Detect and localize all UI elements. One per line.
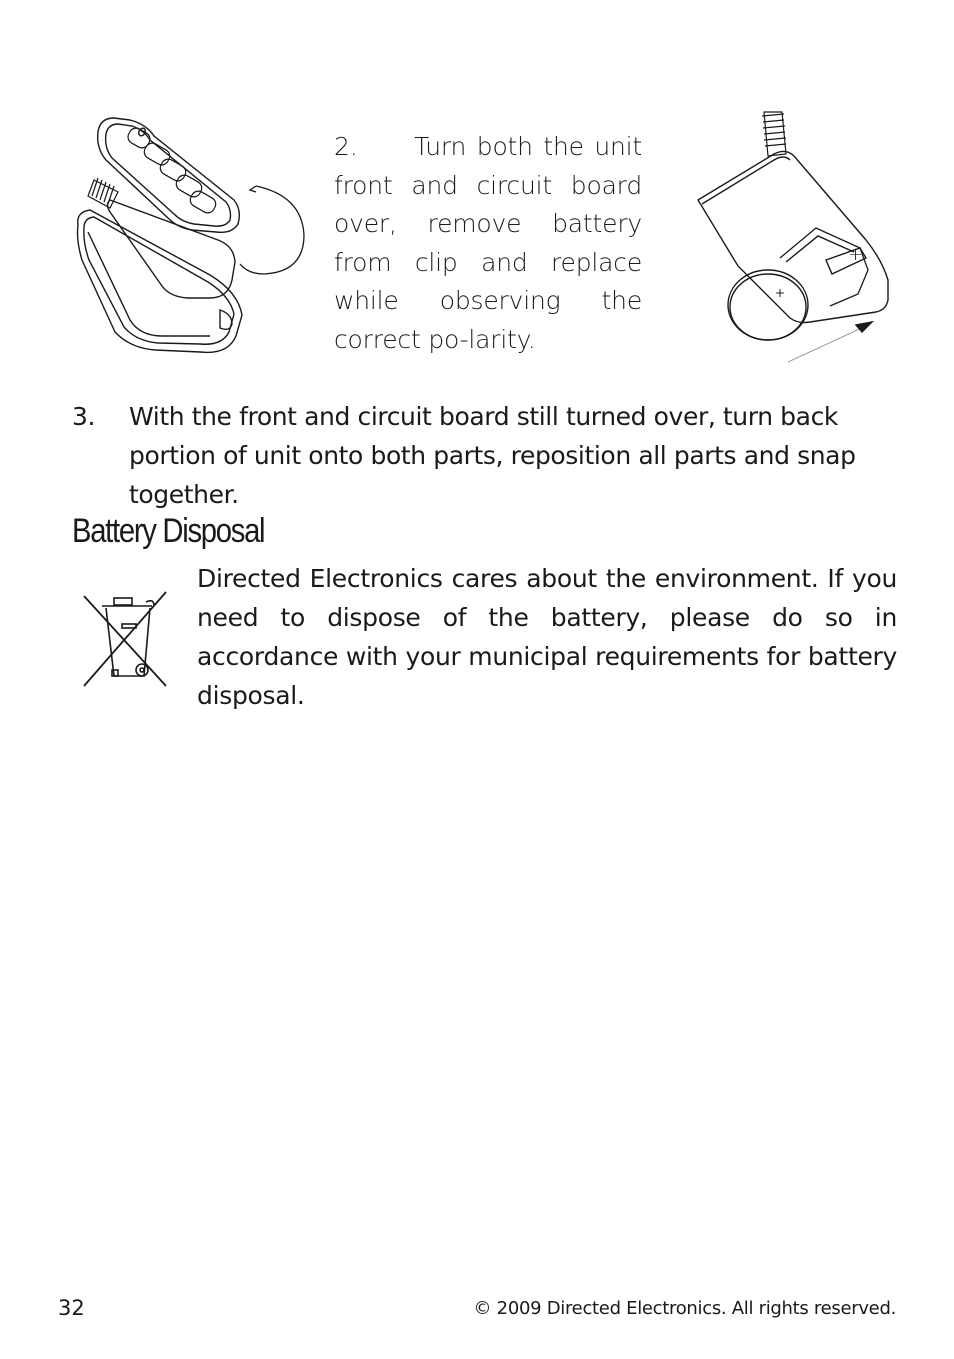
- step-2-text: Turn both the unit front and circuit board over, remove battery from clip and replace while observing the correct po-larity.: [334, 132, 642, 354]
- step-3: [72, 397, 898, 514]
- step-3-text: With the front and circuit board still turned over, turn back portion of unit onto both parts, reposition all parts and snap together.: [129, 402, 856, 509]
- circuit-board-illustration: [690, 100, 905, 370]
- step-2: [334, 128, 642, 359]
- page-number: 32: [58, 1296, 85, 1320]
- board-plus-mark: +: [848, 244, 864, 265]
- step-3-number: 3.: [72, 402, 96, 431]
- battery-plus-mark: +: [775, 286, 786, 300]
- step-2-number: 2.: [334, 132, 358, 161]
- remote-illustration: [70, 100, 320, 360]
- battery-disposal-text: Directed Electronics cares about the environment. If you need to dispose of the battery, please do so in accordance with your municipal requirements for battery disposal.: [197, 564, 897, 710]
- crossed-out-wheelie-bin-icon: [80, 588, 170, 688]
- copyright-notice: © 2009 Directed Electronics. All rights reserved.: [473, 1298, 896, 1319]
- battery-disposal-heading: Battery Disposal: [72, 512, 265, 550]
